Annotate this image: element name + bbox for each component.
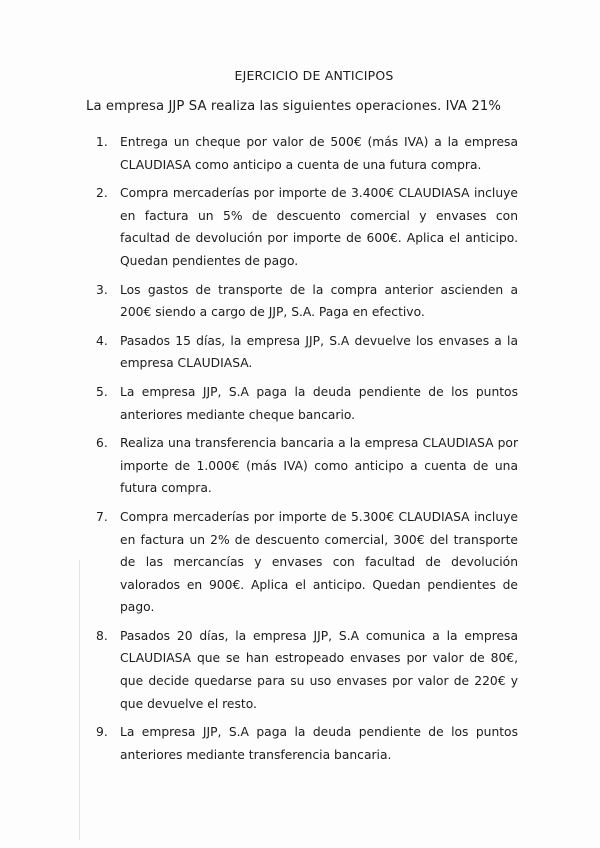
item-number: 9. [96,725,108,740]
list-item [96,182,518,272]
item-number: 7. [96,509,108,524]
list-item [96,279,518,324]
item-text: Los gastos de transporte de la compra anterior ascienden a 200€ siendo a cargo de JJP, S.A. Paga en efectivo. [120,282,518,320]
item-number: 3. [96,282,108,297]
list-item [96,506,518,619]
item-text: La empresa JJP, S.A paga la deuda pendiente de los puntos anteriores mediante cheque bancario. [120,384,518,422]
item-text: Compra mercaderías por importe de 5.300€ CLAUDIASA incluye en factura un 2% de descuento comercial, 300€ del transporte de las mercancías y envases con facultad de devolución valorados en 900€. Aplica el anticipo. Quedan pendientes de pago. [120,509,518,615]
list-item [96,131,518,176]
item-number: 2. [96,186,108,201]
list-item [96,721,518,766]
item-text: Pasados 15 días, la empresa JJP, S.A devuelve los envases a la empresa CLAUDIASA. [120,333,518,371]
document-title-text: EJERCICIO DE ANTICIPOS [234,68,394,83]
item-number: 5. [96,384,108,399]
item-text: Compra mercaderías por importe de 3.400€ CLAUDIASA incluye en factura un 5% de descuento comercial y envases con facultad de devolución por importe de 600€. Aplica el anticipo. Quedan pendientes de pago. [120,186,518,268]
list-item [96,330,518,375]
item-text: La empresa JJP, S.A paga la deuda pendiente de los puntos anteriores mediante transferencia bancaria. [120,725,518,762]
item-text: Pasados 20 días, la empresa JJP, S.A comunica a la empresa CLAUDIASA que se han estropeado envases por valor de 80€, que decide quedarse para su uso envases por valor de 220€ y que devuelve el resto. [120,628,518,711]
list-item [96,625,518,715]
item-number: 4. [96,333,108,348]
scan-edge-line [79,560,80,840]
item-number: 1. [96,135,108,149]
item-number: 6. [96,436,108,451]
item-text: Realiza una transferencia bancaria a la empresa CLAUDIASA por importe de 1.000€ (más IVA) como anticipo a cuenta de una futura compra. [120,436,518,496]
item-text: Entrega un cheque por valor de 500€ (más IVA) a la empresa CLAUDIASA como anticipo a cuenta de una futura compra. [120,135,518,172]
list-item [96,432,518,500]
document-intro: La empresa JJP SA realiza las siguientes operaciones. IVA 21% [86,99,501,114]
list-item [96,381,518,426]
item-number: 8. [96,628,108,643]
document-title [0,68,600,83]
operations-list [96,131,518,772]
